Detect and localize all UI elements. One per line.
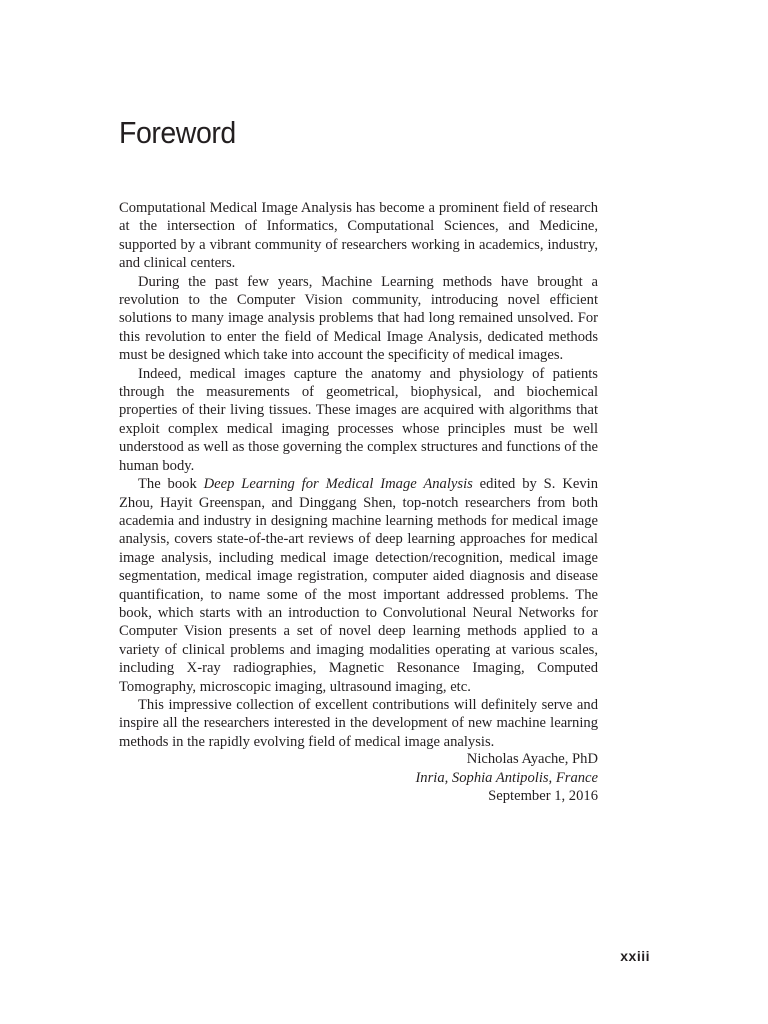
signature-date: September 1, 2016 [488,788,598,804]
author-name: Nicholas Ayache, PhD [466,751,598,767]
paragraph-text: This impressive collection of excellent contributions will definitely serve and inspire all the researchers interested in the development of new machine learning methods in the rapidly evolving field of medical image analysis. [119,696,598,750]
paragraph-4 [119,475,598,696]
paragraph-text: Indeed, medical images capture the anatomy and physiology of patients through the measurements of geometrical, biophysical, and biochemical properties of their living tissues. These images are acquired with algorithms that exploit complex medical imaging processes whose principles must be well understood as well as those governing the complex structures and functions of the human body. [119,365,598,474]
paragraph-3 [119,365,598,475]
paragraph-1 [119,199,598,273]
paragraph-text: edited by S. Kevin Zhou, Hayit Greenspan, and Dinggang Shen, top-notch researchers from both academia and industry in designing machine learning methods for medical image analysis, covers state-of-the-art reviews of deep learning approaches for medical image analysis, including medical image detection/recognition, medical image segmentation, medical image registration, computer aided diagnosis and disease quantification, to name some of the most important addressed problems. The book, which starts with an introduction to Convolutional Neural Networks for Computer Vision presents a set of novel deep learning methods applied to a variety of clinical problems and imaging modalities operating at various scales, including X-ray radiographies, Magnetic Resonance Imaging, Computed Tomography, microscopic imaging, ultrasound imaging, etc. [119,476,598,695]
paragraph-text: The book [138,476,204,493]
foreword-body [119,199,598,751]
paragraph-2 [119,273,598,365]
paragraph-text: Computational Medical Image Analysis has become a prominent field of research at the intersection of Informatics, Computational Sciences, and Medicine, supported by a vibrant community of researchers working in academics, industry, and clinical centers. [119,200,598,272]
paragraph-5 [119,696,598,751]
author-affiliation: Inria, Sophia Antipolis, France [415,769,598,786]
signature-block [300,750,598,806]
page-title: Foreword [119,115,236,150]
book-title: Deep Learning for Medical Image Analysis [203,476,473,493]
page-number: xxiii [620,948,650,964]
paragraph-text: During the past few years, Machine Learning methods have brought a revolution to the Computer Vision community, introducing novel efficient solutions to many image analysis problems that had long remained unsolved. For this revolution to enter the field of Medical Image Analysis, dedicated methods must be designed which take into account the specificity of medical images. [119,273,598,364]
